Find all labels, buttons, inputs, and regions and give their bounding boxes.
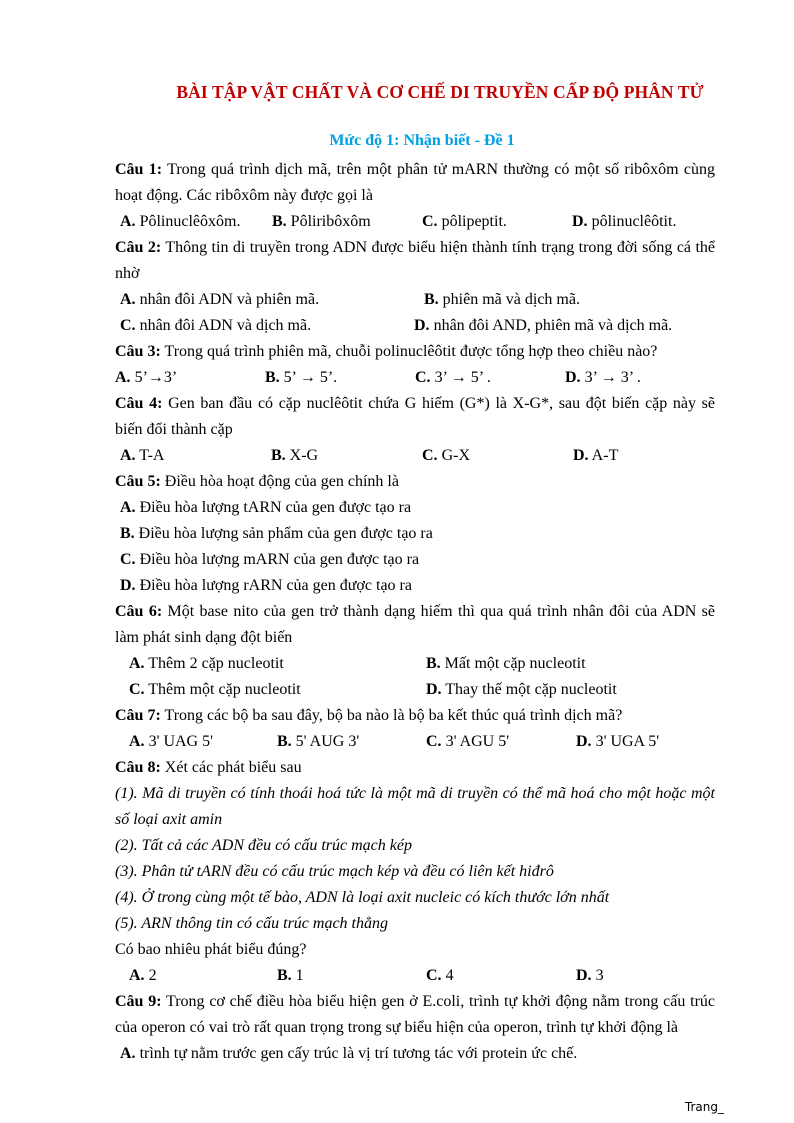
option-a: A. Điều hòa lượng tARN của gen được tạo ra [120, 499, 412, 516]
option-c: C. G-X [422, 447, 470, 464]
question-text: Xét các phát biểu sau [160, 759, 302, 776]
option-b: B. 5’ → 5’. [265, 369, 338, 386]
document-title: BÀI TẬP VẬT CHẤT VÀ CƠ CHẾ DI TRUYỀN CẤP ĐỘ PHÂN TỬ [176, 82, 704, 102]
option-c: C. 4 [426, 967, 454, 984]
question-label: Câu 9: [115, 993, 162, 1010]
question-5 [115, 469, 715, 495]
option-d: D. A-T [573, 447, 619, 464]
option-a: A. T-A [120, 447, 165, 464]
question-label: Câu 3: [115, 343, 161, 360]
question-list [115, 157, 715, 1067]
question-8-options [115, 963, 715, 989]
statement-1: (1). Mã di truyền có tính thoái hoá tức là một mã di truyền có thể mã hoá cho một hoặc một số loại axit amin [115, 785, 715, 828]
option-a: A. 5’→3’ [115, 369, 178, 386]
option-b: B. Mất một cặp nucleotit [426, 655, 586, 672]
question-text: Trong các bộ ba sau đây, bộ ba nào là bộ ba kết thúc quá trình dịch mã? [160, 707, 623, 724]
option-d: D. 3' UGA 5' [576, 733, 660, 750]
question-text: Một base nito của gen trở thành dạng hiếm thì qua quá trình nhân đôi của ADN sẽ làm phát sinh dạng đột biến [115, 603, 716, 646]
question-label: Câu 2: [115, 239, 162, 256]
option-b: B. phiên mã và dịch mã. [424, 291, 580, 308]
option-a: A. 2 [129, 967, 157, 984]
statement-3: (3). Phân tử tARN đều có cấu trúc mạch kép và đều có liên kết hiđrô [115, 863, 554, 880]
question-8 [115, 755, 715, 781]
option-b: B. 1 [277, 967, 304, 984]
statement-4: (4). Ở trong cùng một tế bào, ADN là loại axit nucleic có kích thước lớn nhất [115, 889, 610, 906]
question-label: Câu 5: [115, 473, 161, 490]
statement-5: (5). ARN thông tin có cấu trúc mạch thẳng [115, 915, 388, 932]
question-6-options-row1 [115, 651, 715, 677]
question-label: Câu 1: [115, 161, 163, 178]
option-c: C. pôlipeptit. [422, 213, 507, 230]
question-4-options [115, 443, 715, 469]
question-8-prompt: Có bao nhiêu phát biểu đúng? [115, 941, 307, 958]
option-c: C. 3’ → 5’ . [415, 369, 491, 386]
option-a: A. trình tự nằm trước gen cấy trúc là vị trí tương tác với protein ức chế. [120, 1045, 578, 1062]
option-a: A. Pôlinuclêôxôm. [120, 213, 241, 230]
question-3-options [115, 365, 715, 391]
option-c: C. nhân đôi ADN và dịch mã. [120, 317, 312, 334]
question-3 [115, 339, 715, 365]
question-text: Điều hòa hoạt động của gen chính là [160, 473, 399, 490]
option-c: C. Thêm một cặp nucleotit [129, 681, 301, 698]
option-d: D. Điều hòa lượng rARN của gen được tạo ra [120, 577, 412, 594]
option-b: B. X-G [271, 447, 319, 464]
question-7 [115, 703, 715, 729]
question-label: Câu 7: [115, 707, 161, 724]
question-2-options-row1 [115, 287, 715, 313]
question-9 [115, 989, 715, 1041]
option-d: D. 3’ → 3’ . [565, 369, 641, 386]
question-label: Câu 8: [115, 759, 161, 776]
question-label: Câu 6: [115, 603, 163, 620]
page-footer: Trang_ [684, 1100, 724, 1114]
option-d: D. Thay thế một cặp nucleotit [426, 681, 617, 698]
question-1 [115, 157, 715, 209]
question-label: Câu 4: [115, 395, 163, 412]
question-7-options [115, 729, 715, 755]
option-a: A. Thêm 2 cặp nucleotit [129, 655, 284, 672]
question-1-options [115, 209, 715, 235]
option-d: D. 3 [576, 967, 604, 984]
option-b: B. Pôliribôxôm [272, 213, 371, 230]
question-text: Thông tin di truyền trong ADN được biểu hiện thành tính trạng trong đời sống cá thể nhờ [115, 239, 716, 282]
level-subtitle: Mức độ 1: Nhận biết - Đề 1 [329, 132, 515, 149]
question-text: Gen ban đầu có cặp nuclêôtit chứa G hiếm (G*) là X-G*, sau đột biến cặp này sẽ biến đổi thành cặp [115, 395, 716, 438]
question-2-options-row2 [115, 313, 715, 339]
question-6-options-row2 [115, 677, 715, 703]
option-a: A. 3' UAG 5' [129, 733, 213, 750]
question-6 [115, 599, 715, 651]
question-4 [115, 391, 715, 443]
option-d: D. nhân đôi AND, phiên mã và dịch mã. [414, 317, 673, 334]
option-c: C. 3' AGU 5' [426, 733, 510, 750]
option-a: A. nhân đôi ADN và phiên mã. [120, 291, 320, 308]
option-b: B. 5' AUG 3' [277, 733, 360, 750]
option-d: D. pôlinuclêôtit. [572, 213, 677, 230]
statement-2: (2). Tất cả các ADN đều có cấu trúc mạch kép [115, 837, 412, 854]
question-2 [115, 235, 715, 287]
question-text: Trong quá trình phiên mã, chuỗi polinuclêôtit được tổng hợp theo chiều nào? [160, 343, 658, 360]
option-b: B. Điều hòa lượng sản phẩm của gen được tạo ra [120, 525, 433, 542]
question-text: Trong cơ chế điều hòa biểu hiện gen ở E.coli, trình tự khởi động nằm trong cấu trúc của operon có vai trò rất quan trọng trong sự biểu hiện của operon, trình tự khởi động là [115, 993, 715, 1036]
option-c: C. Điều hòa lượng mARN của gen được tạo ra [120, 551, 420, 568]
question-text: Trong quá trình dịch mã, trên một phân tử mARN thường có một số ribôxôm cùng hoạt động. Các ribôxôm này được gọi là [115, 161, 715, 204]
